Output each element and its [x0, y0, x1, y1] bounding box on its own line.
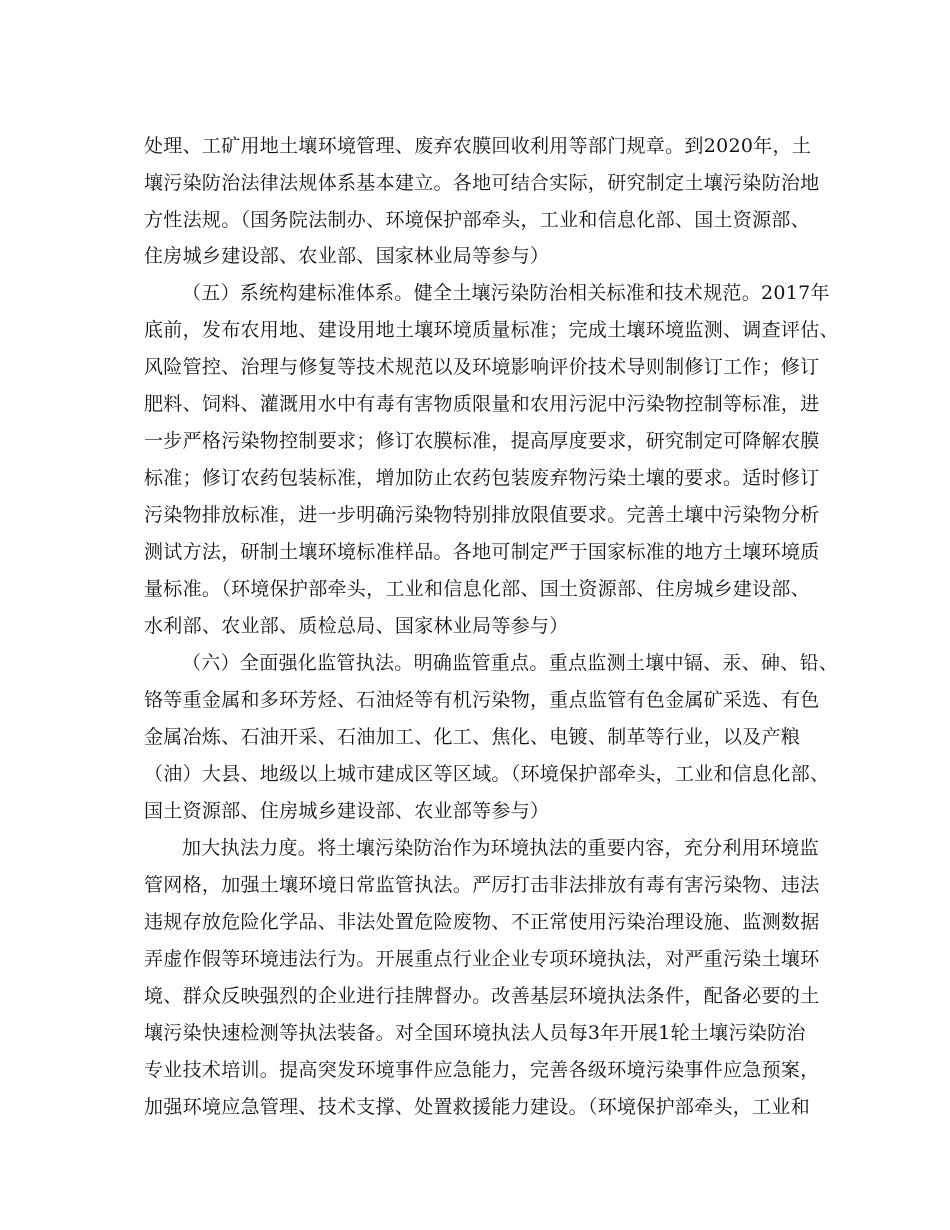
text-line-2: 壤污染防治法律法规体系基本建立。各地可结合实际，研究制定土壤污染防治地 [144, 172, 820, 194]
text-line-4: 住房城乡建设部、农业部、国家林业局等参与） [144, 245, 550, 267]
text-line-25: 壤污染快速检测等执法装备。对全国环境执法人员每3年开展1轮土壤污染防治 [144, 1022, 806, 1044]
text-line-13: 量标准。（环境保护部牵头，工业和信息化部、国土资源部、住房城乡建设部、 [144, 578, 811, 600]
text-line-24: 境、群众反映强烈的企业进行挂牌督办。改善基层环境执法条件，配备必要的土 [144, 985, 820, 1007]
text-line-20: 加大执法力度。将土壤污染防治作为环境执法的重要内容，充分利用环境监 [182, 837, 819, 859]
text-line-5: （五）系统构建标准体系。健全土壤污染防治相关标准和技术规范。2017年 [182, 282, 830, 304]
text-line-8: 肥料、饲料、灌溉用水中有毒有害物质限量和农用污泥中污染物控制等标准，进 [144, 393, 820, 415]
text-line-3: 方性法规。（国务院法制办、环境保护部牵头，工业和信息化部、国土资源部、 [144, 209, 811, 231]
text-line-9: 一步严格污染物控制要求；修订农膜标准，提高厚度要求，研究制定可降解农膜 [144, 430, 820, 452]
text-line-27: 加强环境应急管理、技术支撑、处置救援能力建设。（环境保护部牵头，工业和 [144, 1096, 811, 1118]
text-line-7: 风险管控、治理与修复等技术规范以及环境影响评价技术导则制修订工作；修订 [144, 356, 820, 378]
text-line-17: 金属冶炼、石油开采、石油加工、化工、焦化、电镀、制革等行业，以及产粮 [144, 726, 801, 748]
text-line-16: 铬等重金属和多环芳烃、石油烃等有机污染物，重点监管有色金属矿采选、有色 [144, 689, 820, 711]
text-line-22: 违规存放危险化学品、非法处置危险废物、不正常使用污染治理设施、监测数据 [144, 911, 820, 933]
text-line-26: 专业技术培训。提高突发环境事件应急能力，完善各级环境污染事件应急预案， [144, 1059, 820, 1081]
text-line-1: 处理、工矿用地土壤环境管理、废弃农膜回收利用等部门规章。到2020年，土 [144, 135, 812, 157]
text-line-15: （六）全面强化监管执法。明确监管重点。重点监测土壤中镉、汞、砷、铅、 [182, 652, 839, 674]
text-line-18: （油）大县、地级以上城市建成区等区域。（环境保护部牵头，工业和信息化部、 [144, 763, 830, 785]
text-line-21: 管网格，加强土壤环境日常监管执法。严厉打击非法排放有毒有害污染物、违法 [144, 874, 820, 896]
text-line-14: 水利部、农业部、质检总局、国家林业局等参与） [144, 615, 569, 637]
text-line-12: 测试方法，研制土壤环境标准样品。各地可制定严于国家标准的地方土壤环境质 [144, 541, 820, 563]
text-line-6: 底前，发布农用地、建设用地土壤环境质量标准；完成土壤环境监测、调查评估、 [144, 319, 839, 341]
text-line-11: 污染物排放标准，进一步明确污染物特别排放限值要求。完善土壤中污染物分析 [144, 504, 820, 526]
text-line-19: 国土资源部、住房城乡建设部、农业部等参与） [144, 800, 550, 822]
text-line-23: 弄虚作假等环境违法行为。开展重点行业企业专项环境执法，对严重污染土壤环 [144, 948, 820, 970]
text-line-10: 标准；修订农药包装标准，增加防止农药包装废弃物污染土壤的要求。适时修订 [144, 467, 820, 489]
